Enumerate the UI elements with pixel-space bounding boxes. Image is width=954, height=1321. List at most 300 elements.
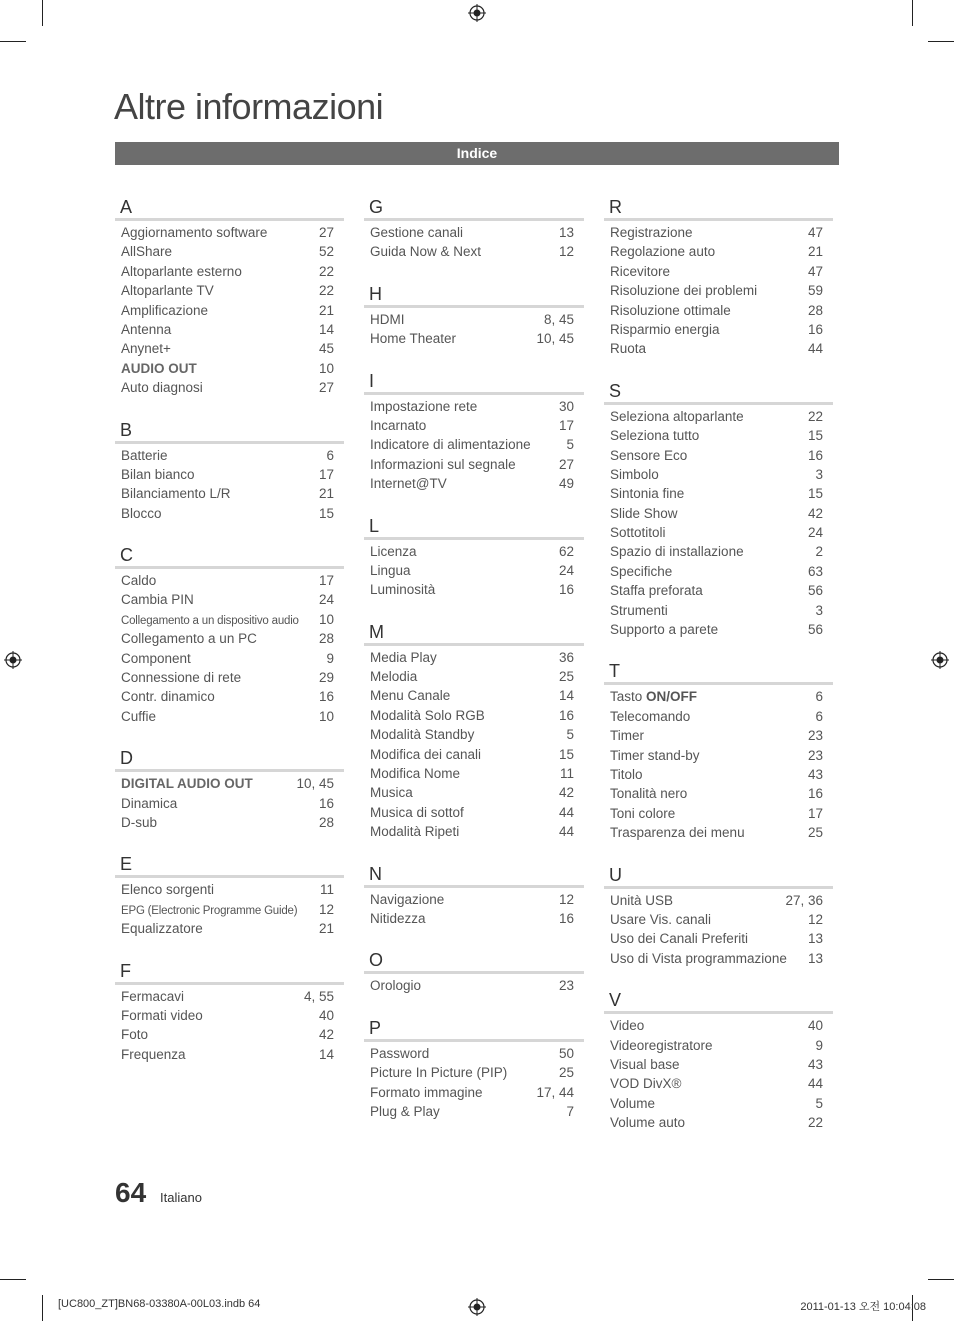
entry-term: Trasparenza dei menu: [610, 825, 745, 841]
entry-term: Modalità Solo RGB: [370, 707, 485, 723]
index-entry: [364, 563, 584, 582]
entry-page-ref: 6: [326, 447, 334, 463]
index-section: [115, 853, 344, 940]
entry-page-ref: 13: [807, 931, 823, 947]
entry-page-ref: 5: [566, 437, 574, 453]
entry-page-ref: 28: [318, 631, 334, 647]
index-entry: [364, 582, 584, 601]
section-divider: [364, 885, 584, 888]
index-section: [604, 196, 833, 361]
language-label: Italiano: [160, 1190, 202, 1205]
index-entry: [115, 1008, 344, 1027]
entry-page-ref: 15: [558, 746, 574, 762]
index-entry: [604, 525, 833, 544]
index-entry: [604, 341, 833, 360]
index-entry: [604, 689, 833, 708]
entry-term: VOD DivX®: [610, 1076, 682, 1092]
index-entry: [115, 244, 344, 263]
entry-page-ref: 5: [815, 1095, 823, 1111]
index-entry: [115, 796, 344, 815]
index-entry: [364, 399, 584, 418]
entry-term: Equalizzatore: [121, 921, 203, 937]
footer-file-info: [UC800_ZT]BN68-03380A-00L03.indb 64: [58, 1298, 261, 1310]
index-entry: [115, 689, 344, 708]
entry-page-ref: 11: [319, 882, 334, 898]
entry-term: Ruota: [610, 341, 647, 357]
index-entry: [604, 806, 833, 825]
entry-page-ref: 12: [807, 911, 823, 927]
entry-page-ref: 14: [318, 321, 334, 337]
index-entry: [364, 727, 584, 746]
index-entry: [115, 467, 344, 486]
entry-term: Slide Show: [610, 505, 678, 521]
entry-term: Amplificazione: [121, 302, 209, 318]
entry-term: Bilanciamento L/R: [121, 486, 231, 502]
entry-term: Connessione di rete: [121, 670, 242, 686]
index-entry: [115, 322, 344, 341]
index-entry: [115, 592, 344, 611]
entry-page-ref: 4, 55: [303, 988, 334, 1004]
index-entry: [364, 476, 584, 495]
index-entry: [604, 506, 833, 525]
index-section: [115, 544, 344, 728]
entry-page-ref: 16: [807, 786, 823, 802]
entry-term: Modalità Standby: [370, 727, 475, 743]
entry-term: Orologio: [370, 978, 422, 994]
entry-page-ref: 27: [318, 225, 334, 240]
entry-term: EPG (Electronic Programme Guide): [121, 904, 298, 917]
index-section: [115, 196, 344, 400]
entry-page-ref: 40: [318, 1007, 334, 1023]
entry-page-ref: 12: [558, 244, 574, 260]
entry-page-ref: 62: [558, 543, 574, 559]
entry-term: Auto diagnosi: [121, 380, 203, 396]
entry-page-ref: 6: [815, 708, 823, 724]
entry-term: Seleziona tutto: [610, 428, 700, 444]
index-entry: [115, 283, 344, 302]
entry-term: Uso di Vista programmazione: [610, 950, 787, 966]
entry-page-ref: 16: [558, 582, 574, 598]
index-entry: [364, 766, 584, 785]
section-divider: [115, 218, 344, 221]
entry-term: Regolazione auto: [610, 244, 716, 260]
section-letter: P: [369, 1017, 382, 1038]
entry-term: Luminosità: [370, 582, 436, 598]
entry-term: Supporto a parete: [610, 622, 719, 638]
entry-term: Registrazione: [610, 225, 693, 240]
index-entry: [364, 747, 584, 766]
entry-term: Antenna: [121, 321, 172, 337]
index-section: [364, 196, 584, 264]
entry-term: Titolo: [610, 766, 643, 782]
index-entry: [604, 912, 833, 931]
entry-page-ref: 21: [318, 486, 334, 502]
index-entry: [604, 583, 833, 602]
index-entry: [604, 951, 833, 970]
index-entry: [604, 931, 833, 950]
entry-page-ref: 63: [807, 563, 823, 579]
index-entry: [604, 322, 833, 341]
index-entry: [115, 776, 344, 795]
index-entry: [364, 824, 584, 843]
entry-term: Menu Canale: [370, 688, 451, 704]
index-entry: [604, 893, 833, 912]
index-entry: [604, 622, 833, 641]
entry-page-ref: 14: [558, 688, 574, 704]
entry-term: Foto: [121, 1027, 149, 1043]
section-divider: [115, 769, 344, 772]
index-entry: [364, 650, 584, 669]
index-entry: [364, 688, 584, 707]
entry-page-ref: 59: [807, 283, 823, 299]
index-entry: [604, 448, 833, 467]
index-section: [604, 989, 833, 1134]
index-entry: [364, 1046, 584, 1065]
entry-term: Anynet+: [121, 341, 171, 357]
entry-page-ref: 12: [558, 891, 574, 907]
entry-term: Gestione canali: [370, 225, 464, 240]
index-entry: [364, 244, 584, 263]
entry-page-ref: 44: [807, 341, 823, 357]
index-entry: [604, 409, 833, 428]
entry-page-ref: 25: [558, 1065, 574, 1081]
entry-page-ref: 42: [807, 505, 823, 521]
entry-term: Incarnato: [370, 417, 427, 433]
entry-page-ref: 3: [815, 466, 823, 482]
entry-page-ref: 22: [318, 263, 334, 279]
section-divider: [364, 392, 584, 395]
index-section: [364, 621, 584, 844]
section-letter: M: [369, 621, 384, 642]
index-section: [364, 370, 584, 496]
section-divider: [115, 982, 344, 985]
entry-term: Informazioni sul segnale: [370, 456, 516, 472]
entry-page-ref: 25: [807, 825, 823, 841]
entry-page-ref: 21: [318, 921, 334, 937]
index-section: [364, 515, 584, 602]
index-entry: [364, 805, 584, 824]
entry-term: Lingua: [370, 562, 411, 578]
entry-page-ref: 10: [318, 360, 334, 376]
entry-term: Batterie: [121, 447, 168, 463]
index-entry: [364, 911, 584, 930]
index-entry: [364, 225, 584, 244]
index-entry: [604, 1038, 833, 1057]
footer-timestamp: 2011-01-13 오전 10:04:08: [800, 1301, 926, 1313]
section-letter: L: [369, 515, 380, 536]
entry-page-ref: 21: [318, 302, 334, 318]
entry-term: Sintonia fine: [610, 486, 685, 502]
index-entry: [364, 785, 584, 804]
entry-page-ref: 52: [318, 244, 334, 260]
index-section: [604, 660, 833, 844]
section-divider: [364, 643, 584, 646]
entry-term: Sottotitoli: [610, 525, 666, 541]
index-entry: [604, 1018, 833, 1037]
section-letter: B: [120, 419, 133, 440]
index-entry: [115, 612, 344, 631]
entry-page-ref: 16: [318, 689, 334, 705]
entry-term: Navigazione: [370, 891, 445, 907]
registration-mark-icon: [468, 4, 486, 22]
index-entry: [604, 486, 833, 505]
entry-page-ref: 10: [318, 708, 334, 724]
entry-term: Altoparlante TV: [121, 283, 214, 299]
entry-page-ref: 50: [558, 1045, 574, 1061]
section-letter: V: [609, 990, 622, 1011]
entry-page-ref: 16: [807, 321, 823, 337]
entry-page-ref: 25: [558, 669, 574, 685]
section-letter: T: [609, 661, 620, 682]
index-entry: [115, 448, 344, 467]
entry-page-ref: 17, 44: [536, 1084, 574, 1100]
entry-page-ref: 49: [558, 476, 574, 492]
entry-term: Home Theater: [370, 331, 457, 347]
index-entry: [115, 651, 344, 670]
entry-term: Simbolo: [610, 466, 659, 482]
section-letter: C: [120, 545, 133, 566]
section-divider: [604, 402, 833, 405]
entry-term: Usare Vis. canali: [610, 911, 712, 927]
index-entry: [604, 1115, 833, 1134]
crop-mark: [928, 41, 954, 42]
entry-term: Musica: [370, 785, 413, 801]
entry-term: Modifica Nome: [370, 766, 461, 782]
index-entry: [115, 225, 344, 244]
index-entry: [115, 264, 344, 283]
entry-term: Guida Now & Next: [370, 244, 482, 260]
entry-term: Indicatore di alimentazione: [370, 437, 531, 453]
entry-term: Frequenza: [121, 1046, 186, 1062]
crop-mark: [42, 1295, 43, 1321]
entry-page-ref: 15: [318, 505, 334, 521]
entry-page-ref: 11: [559, 766, 574, 782]
index-section: [364, 863, 584, 931]
section-letter: S: [609, 380, 622, 401]
entry-page-ref: 5: [566, 727, 574, 743]
entry-term: Elenco sorgenti: [121, 882, 215, 898]
section-divider: [115, 566, 344, 569]
entry-page-ref: 27: [318, 380, 334, 396]
entry-page-ref: 17: [807, 805, 823, 821]
entry-page-ref: 9: [815, 1037, 823, 1053]
index-entry: [604, 225, 833, 244]
section-letter: E: [120, 854, 133, 875]
entry-page-ref: 27: [558, 456, 574, 472]
entry-term: Media Play: [370, 649, 437, 665]
entry-term: Password: [370, 1045, 430, 1061]
entry-page-ref: 47: [807, 263, 823, 279]
index-entry: [604, 709, 833, 728]
entry-page-ref: 17: [558, 417, 574, 433]
index-entry: [364, 544, 584, 563]
entry-term: Videoregistratore: [610, 1037, 713, 1053]
index-entry: [364, 1104, 584, 1123]
entry-page-ref: 43: [807, 766, 823, 782]
index-entry: [364, 331, 584, 350]
entry-page-ref: 44: [807, 1076, 823, 1092]
index-entry: [115, 486, 344, 505]
entry-term: Impostazione rete: [370, 398, 478, 414]
index-entry: [364, 418, 584, 437]
index-section: [115, 419, 344, 526]
entry-term: Musica di sottof: [370, 804, 464, 820]
entry-page-ref: 56: [807, 583, 823, 599]
entry-term: Modifica dei canali: [370, 746, 482, 762]
section-letter: I: [369, 370, 375, 391]
entry-term: Plug & Play: [370, 1103, 440, 1119]
entry-page-ref: 24: [558, 562, 574, 578]
entry-term: D-sub: [121, 814, 158, 830]
entry-term: Formati video: [121, 1007, 203, 1023]
entry-term: Contr. dinamico: [121, 689, 215, 705]
index-section: [364, 949, 584, 997]
index-entry: [115, 1027, 344, 1046]
index-entry: [604, 1096, 833, 1115]
entry-term: Volume: [610, 1095, 656, 1111]
entry-page-ref: 14: [318, 1046, 334, 1062]
entry-page-ref: 44: [558, 804, 574, 820]
entry-page-ref: 10, 45: [296, 776, 334, 792]
entry-term: Melodia: [370, 669, 418, 685]
index-entry: [364, 669, 584, 688]
index-section: [115, 747, 344, 834]
index-entry: [115, 303, 344, 322]
entry-page-ref: 10: [318, 611, 334, 627]
index-entry: [604, 428, 833, 447]
index-entry: [604, 1057, 833, 1076]
index-entry: [115, 989, 344, 1008]
entry-page-ref: 22: [318, 283, 334, 299]
index-entry: [604, 467, 833, 486]
registration-mark-icon: [931, 651, 949, 669]
entry-term: Risoluzione ottimale: [610, 302, 731, 318]
section-letter: N: [369, 863, 382, 884]
entry-term: Tonalità nero: [610, 786, 688, 802]
entry-page-ref: 45: [318, 341, 334, 357]
section-divider: [604, 682, 833, 685]
entry-page-ref: 42: [318, 1027, 334, 1043]
entry-page-ref: 43: [807, 1056, 823, 1072]
entry-page-ref: 16: [318, 795, 334, 811]
registration-mark-icon: [4, 651, 22, 669]
index-entry: [364, 708, 584, 727]
index-section: [604, 864, 833, 971]
crop-mark: [42, 0, 43, 26]
index-entry: [115, 921, 344, 940]
entry-term: HDMI: [370, 311, 405, 327]
crop-mark: [0, 41, 26, 42]
index-entry: [115, 631, 344, 650]
entry-term: Spazio di installazione: [610, 544, 744, 560]
section-divider: [364, 218, 584, 221]
entry-term: Dinamica: [121, 795, 178, 811]
entry-page-ref: 24: [807, 525, 823, 541]
index-entry: [604, 825, 833, 844]
section-divider: [364, 1039, 584, 1042]
index-column-2: [364, 196, 584, 1142]
entry-term: Volume auto: [610, 1115, 686, 1131]
entry-page-ref: 42: [558, 785, 574, 801]
entry-term: Cuffie: [121, 708, 157, 724]
entry-page-ref: 7: [566, 1103, 574, 1119]
entry-page-ref: 6: [815, 689, 823, 705]
section-letter: O: [369, 950, 384, 971]
index-entry: [115, 380, 344, 399]
entry-term: Aggiornamento software: [121, 225, 268, 240]
section-letter: F: [120, 960, 131, 981]
entry-term: Risoluzione dei problemi: [610, 283, 758, 299]
entry-page-ref: 28: [318, 814, 334, 830]
entry-page-ref: 3: [815, 602, 823, 618]
entry-page-ref: 30: [558, 398, 574, 414]
entry-term: Uso dei Canali Preferiti: [610, 931, 749, 947]
index-entry: [115, 506, 344, 525]
entry-page-ref: 23: [558, 978, 574, 994]
entry-term: Altoparlante esterno: [121, 263, 242, 279]
section-letter: H: [369, 283, 382, 304]
section-divider: [364, 305, 584, 308]
entry-page-ref: 47: [807, 225, 823, 240]
entry-term: Caldo: [121, 573, 157, 589]
entry-page-ref: 16: [558, 910, 574, 926]
entry-term: Telecomando: [610, 708, 691, 724]
section-letter: U: [609, 864, 622, 885]
section-divider: [364, 537, 584, 540]
section-letter: R: [609, 197, 622, 217]
entry-page-ref: 56: [807, 622, 823, 638]
index-entry: [364, 978, 584, 997]
entry-term: Collegamento a un dispositivo audio: [121, 614, 299, 627]
index-column-1: [115, 196, 344, 1085]
entry-term: Licenza: [370, 543, 417, 559]
entry-term: Unità USB: [610, 892, 674, 908]
entry-term: Timer: [610, 728, 644, 744]
entry-page-ref: 13: [807, 950, 823, 966]
entry-page-ref: 36: [558, 649, 574, 665]
index-entry: [604, 786, 833, 805]
entry-page-ref: 12: [318, 901, 334, 917]
entry-page-ref: 16: [558, 707, 574, 723]
entry-term: Fermacavi: [121, 988, 185, 1004]
section-letter: A: [120, 197, 133, 217]
entry-term: DIGITAL AUDIO OUT: [121, 776, 253, 792]
entry-term: Staffa preforata: [610, 583, 703, 599]
index-entry: [604, 303, 833, 322]
index-section: [115, 960, 344, 1067]
index-entry: [604, 728, 833, 747]
index-section: [604, 380, 833, 642]
entry-term: Picture In Picture (PIP): [370, 1065, 508, 1081]
entry-page-ref: 29: [318, 670, 334, 686]
index-entry: [364, 312, 584, 331]
entry-page-ref: 40: [807, 1018, 823, 1034]
entry-term-text: Tasto: [610, 689, 647, 705]
index-entry: [115, 670, 344, 689]
entry-page-ref: 8, 45: [543, 311, 574, 327]
section-divider: [604, 1011, 833, 1014]
entry-term: Specifiche: [610, 563, 673, 579]
index-entry: [115, 902, 344, 921]
index-entry: [364, 437, 584, 456]
entry-term: Visual base: [610, 1056, 680, 1072]
entry-term: Component: [121, 650, 191, 666]
entry-page-ref: 10, 45: [536, 331, 574, 347]
page-title: Altre informazioni: [114, 86, 384, 127]
entry-term: Sensore Eco: [610, 447, 688, 463]
index-entry: [115, 361, 344, 380]
entry-term: Nitidezza: [370, 910, 426, 926]
